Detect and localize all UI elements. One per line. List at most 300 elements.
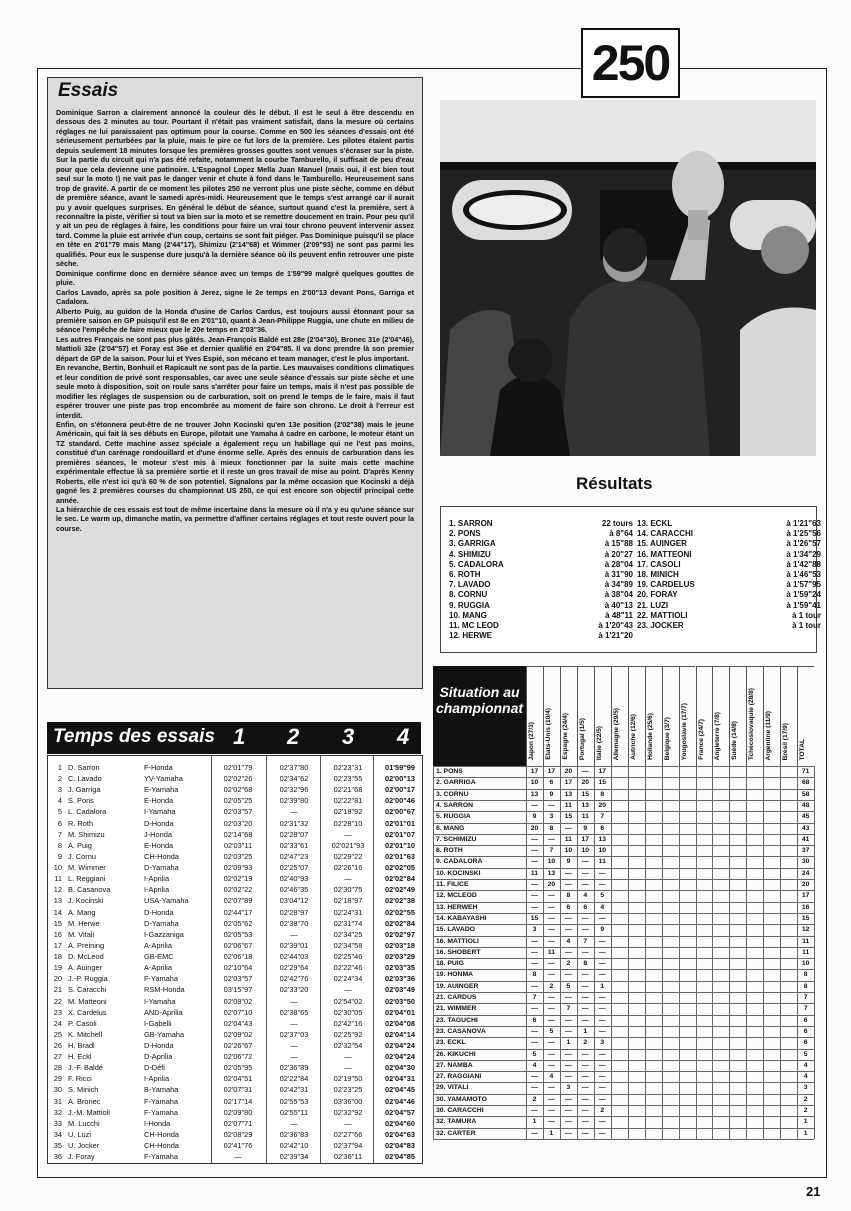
round-header xyxy=(679,666,696,766)
standings-points: — xyxy=(548,1095,555,1103)
temps-s3: — xyxy=(344,1063,352,1073)
temps-s3: 02'30"75 xyxy=(333,885,363,895)
temps-s4: 02'03"35 xyxy=(385,963,415,973)
result-rider: 13. ECKL xyxy=(637,519,673,528)
temps-s3: 02'18"92 xyxy=(333,807,363,817)
standings-total: 17 xyxy=(801,892,810,900)
standings-points: 2 xyxy=(583,1039,588,1047)
standings-total: 37 xyxy=(801,847,810,855)
standings-points: — xyxy=(531,801,538,809)
standings-row xyxy=(433,982,813,992)
standings-points: — xyxy=(564,926,572,934)
temps-rider: M. Shimizu xyxy=(68,829,105,839)
standings-total: 10 xyxy=(801,960,810,968)
essais-paragraph: Alberto Puig, au guidon de la Honda d'usine de Carlos Cardus, est toujours aussi étonnant pour sa première saison en GP puisqu'il est 8e en 2'01"10, quant à Jean-Philippe Ruggia, une chute en milieu de séance l'empêche de faire mieux que le 20e temps en 2'03"36. xyxy=(56,306,414,335)
standings-points: — xyxy=(548,903,555,911)
temps-s3: 02'021"93 xyxy=(331,840,365,850)
temps-num: 34 xyxy=(53,1129,62,1139)
temps-s4: 02'00"13 xyxy=(385,774,415,784)
standings-points: — xyxy=(598,1016,606,1024)
essais-paragraph: La hiérarchie de ces essais est tout de même incertaine dans la mesure où il n'a y eu qu'une séance sur le sec. Le warm up, dimanche matin, va permettre d'affiner certains réglages et tout reste ouvert pour la course. xyxy=(56,505,414,533)
standings-total: 58 xyxy=(801,790,810,798)
result-row xyxy=(637,539,821,549)
result-row xyxy=(449,631,633,641)
temps-team: I-Aprilia xyxy=(144,874,170,884)
standings-row xyxy=(433,846,813,856)
standings-row xyxy=(433,790,813,800)
temps-s2: — xyxy=(290,996,298,1006)
standings-total: 2 xyxy=(803,1095,808,1103)
temps-s4: 02'02"84 xyxy=(385,918,415,928)
temps-s2: 02'46"35 xyxy=(279,885,309,895)
standings-points: — xyxy=(598,1118,606,1126)
standings-points: 17 xyxy=(547,768,556,775)
temps-team: E-Yamaha xyxy=(144,785,179,795)
temps-s3: 02'27"66 xyxy=(333,1129,363,1139)
temps-num: 22 xyxy=(53,996,62,1006)
result-rider: 18. MINICH xyxy=(637,570,679,580)
standings-points: — xyxy=(564,1016,572,1024)
temps-rider: M. Wimmer xyxy=(68,863,106,873)
standings-row xyxy=(433,1061,813,1071)
temps-s1: 02'03"11 xyxy=(223,840,253,850)
temps-s3: 02'29"22 xyxy=(333,851,363,861)
standings-row xyxy=(433,824,813,834)
temps-s1: 02'05"95 xyxy=(223,1063,253,1073)
temps-num: 30 xyxy=(53,1085,62,1095)
temps-num: 15 xyxy=(53,918,62,928)
standings-points: — xyxy=(548,960,555,968)
temps-rider: X. Cardelus xyxy=(68,1007,107,1017)
temps-num: 4 xyxy=(57,796,62,806)
standings-rider: 9. CADALORA xyxy=(436,858,483,866)
standings-points: — xyxy=(531,903,538,911)
standings-points: — xyxy=(564,994,572,1001)
temps-rider: U. Luzi xyxy=(68,1129,92,1139)
temps-rider: M. Herwe xyxy=(68,918,100,928)
temps-s1: 02'07"89 xyxy=(223,896,253,906)
temps-s4: 02'00"46 xyxy=(385,796,415,806)
standings-points: — xyxy=(581,881,589,888)
standings-total: 4 xyxy=(803,1061,808,1069)
standings-points: — xyxy=(581,1107,589,1114)
temps-team: I-Aprilia xyxy=(144,885,170,895)
standings-points: 7 xyxy=(583,937,588,945)
result-gap: à 1'26"57 xyxy=(786,539,821,549)
standings-points: — xyxy=(581,1095,589,1103)
temps-s2: 02'42"76 xyxy=(279,974,309,984)
result-row xyxy=(449,560,633,570)
temps-s2: 02'38"65 xyxy=(279,1007,309,1017)
temps-s4: 02'04"08 xyxy=(385,1018,415,1028)
standings-rider: 27. RAGGIANI xyxy=(436,1073,482,1081)
result-row xyxy=(449,539,633,549)
temps-s4: 02'02"97 xyxy=(385,929,415,939)
temps-team: F-Yamaha xyxy=(144,1096,178,1106)
standings-row xyxy=(433,891,813,901)
resultats-right-column xyxy=(637,519,821,631)
temps-s1: 02'03"57 xyxy=(223,974,253,984)
temps-s1: 02'05"53 xyxy=(223,929,253,939)
result-rider: 23. JOCKER xyxy=(637,621,684,631)
temps-rider: A. Puig xyxy=(68,840,92,850)
standings-points: 1 xyxy=(600,982,605,990)
essais-paragraph: Enfin, on s'étonnera peut-être de ne trouver John Kocinski qu'en 13e position (2'02"38) mais le jeune Américain, qui fait là ses débuts en Europe, pilotait une Yamaha à cadre en carbone, le moteur étant un TZ standard. Cette machine assez spéciale a également reçu un habillage qui ne l'est pas moins, constitué d'un carénage rondouillard et d'une énorme selle. Après des ennuis de carburation dans les premières séances, le moteur s'est mis à mieux fonctionner par la suite mais cette machine expérimentale effectue là sa première sortie et il reste un gros travail de mise au point. D'après Kenny Roberts, elle n'est ici qu'à 60 % de son potentiel. Signalons par la même occasion que Kocinski a déjà gagné les 2 premières courses du championnat US 250, ce qui est encore son objectif principal cette année. xyxy=(56,419,414,505)
podium-photo-image xyxy=(440,100,816,456)
standings-points: — xyxy=(564,824,572,832)
standings-points: — xyxy=(564,914,572,922)
standings-points: 11 xyxy=(530,869,539,877)
standings-total: 8 xyxy=(803,971,808,979)
temps-s1: 02'08"29 xyxy=(223,1129,253,1139)
standings-points: — xyxy=(548,1005,555,1013)
temps-rider: B. Casanova xyxy=(68,885,111,895)
standings-points: 9 xyxy=(549,790,554,798)
temps-s3: — xyxy=(344,1118,352,1128)
standings-points: — xyxy=(548,926,555,934)
temps-s2: 02'28"07 xyxy=(279,829,309,839)
temps-num: 36 xyxy=(53,1152,62,1162)
temps-team: I-Honda xyxy=(144,1118,171,1128)
temps-team: D-Yamaha xyxy=(144,863,179,873)
standings-row xyxy=(433,993,813,1003)
standings-points: — xyxy=(581,1061,589,1069)
standings-total: 8 xyxy=(803,982,808,990)
temps-s1: 02'26"67 xyxy=(223,1041,253,1050)
temps-s4: 02'03"50 xyxy=(385,996,415,1006)
temps-s3: 02'32"92 xyxy=(333,1107,363,1117)
standings-rider: 16. MATTIOLI xyxy=(436,937,479,945)
temps-s1: 02'03"25 xyxy=(223,851,253,861)
temps-team: CH-Honda xyxy=(144,851,179,861)
standings-points: 15 xyxy=(581,790,590,798)
standings-points: — xyxy=(548,971,555,979)
standings-rider: 18. PUIG xyxy=(436,960,464,968)
standings-row xyxy=(433,1027,813,1037)
temps-s4: 02'04"63 xyxy=(385,1129,415,1139)
temps-s4: 02'04"31 xyxy=(385,1074,415,1084)
temps-s3: 02'37"94 xyxy=(333,1141,363,1151)
temps-s1: 02'07"71 xyxy=(223,1118,253,1128)
temps-team: D-Yamaha xyxy=(144,918,179,928)
temps-s4: 02'04"24 xyxy=(385,1052,415,1062)
temps-team: GB-Yamaha xyxy=(144,1029,185,1039)
standings-points: 4 xyxy=(566,937,571,945)
temps-s2: — xyxy=(290,807,298,817)
round-header xyxy=(645,666,662,766)
result-gap: à 40"13 xyxy=(604,600,633,610)
essais-paragraph: Les autres Français ne sont pas plus gâtés. Jean-François Baldé est 28e (2'04"30), Bronec 31e (2'04"46), Mattioli 32e (2'04"57) et Foray est 36e et dernier qualifié en 2'04"85. Il va donc prendre là son premier départ de GP de la saison. Pour lui et Yves Espié, son mécano et team manager, c'est le plus important. xyxy=(56,334,414,363)
temps-s2: 02'39"01 xyxy=(279,940,309,950)
essais-paragraph: Dominique Sarron a clairement annoncé la couleur dès le début. Il est le seul à être descendu en dessous des 2 minutes au tour. Pourtant il n'était pas vraiment satisfait, dans la mesure où certains réglages ne lui paraissaient pas optimum pour la course. Comme en 500 les séances d'essais ont été sérieusement perturbées par la pluie, mais le pire ce fut lors de la première. Les pilotes étaient partis depuis seulement 18 minutes lorsque les premières grosses gouttes sont venues s'écraser sur la piste. Sur la partie du circuit qui n'a pas été refaite, notamment la courbe Tamburello, il suffisait de peu d'eau pour que cela devienne une patinoire. L'Espagnol Lopez Mella Juan Manuel (mais oui, il est bien tout seul sur la moto !) ne vait pas le danger venir et chute à fond dans le Tamburello. Heureusement sans trop de gravité. A partir de ce moment les pilotes 250 ne verront plus une piste sèche, comme en début de première séance, avant le samedi après-midi. Heureusement que le temps s'est arrangé car il aurait pu y avoir quelques surprises. En général le début de séance, surtout quand c'est la première, sert à reconnaître la piste, vérifier si tout va bien sur la moto et se remettre doucement en train. Pour peu qu'il y ait un peu de réglages à faire, les conditions pour faire un vrai tour chrono peuvent intervenir assez tard. Comme la pluie est arrivée d'un coup, certains se sont fait piéger. Pas Dominique puisqu'il se place en tête en 2'01"79 mais Mang (2'44"17), Shimizu (2'14"68) et Wimmer (2'09"93) ne sont pas parmi les qualifiés. Pour eux le suspense dure jusqu'à la dernière séance où ils peuvent enfin retrouver une piste sèche. xyxy=(56,108,414,269)
result-rider: 8. CORNU xyxy=(449,590,488,600)
standings-points: 13 xyxy=(564,790,573,798)
standings-points: — xyxy=(581,1050,589,1058)
result-row xyxy=(449,611,633,621)
temps-rider: C. Lavado xyxy=(68,774,102,784)
temps-s2: 02'47"23 xyxy=(279,851,309,861)
standings-points: — xyxy=(581,1118,589,1126)
standings-points: 11 xyxy=(564,835,572,843)
temps-s4: 02'03"18 xyxy=(385,940,415,950)
result-rider: 11. MC LEOD xyxy=(449,621,499,631)
standings-points: 7 xyxy=(532,994,537,1001)
temps-num: 12 xyxy=(53,885,62,895)
round-header xyxy=(662,666,679,766)
round-header xyxy=(560,666,577,766)
standings-points: — xyxy=(548,1039,555,1047)
standings-points: — xyxy=(531,847,538,855)
temps-team: D-Défi xyxy=(144,1063,165,1073)
standings-points: 8 xyxy=(566,892,571,900)
standings-points: 17 xyxy=(530,768,539,775)
temps-s2: — xyxy=(290,929,298,939)
standings-points: 17 xyxy=(581,835,590,843)
standings-points: — xyxy=(564,1129,572,1137)
standings-points: — xyxy=(581,858,589,866)
temps-s3: 02'25"92 xyxy=(333,1029,363,1039)
result-row xyxy=(637,580,821,590)
essais-paragraph: Dominique confirme donc en dernière séance avec un temps de 1'59"99 malgré quelques gouttes de pluie. xyxy=(56,268,414,288)
temps-s4: 02'00"17 xyxy=(385,785,415,795)
essais-paragraph: En revanche, Bertin, Bonhuil et Rapicault ne sont pas de la partie. Les mauvaises conditions climatiques et leur condition de privé sont responsables, car avec une seule séance d'essais sur piste sèche et une seule moto à disposition, soit on roule sans s'arrêter pour faire un temps, mais il n'est pas possible de modifier les réglages de suspension ou de carburation, soit on prend le temps de le faire, mais il faut espérer trouver une piste pas trop encombrée au moment de faire son chrono. Le droit à l'erreur est interdit. xyxy=(56,363,414,420)
standings-row xyxy=(433,1004,813,1014)
result-rider: 12. HERWE xyxy=(449,631,492,641)
standings-rider: 21. CARDUS xyxy=(436,994,477,1001)
standings-rider: 19. HONMA xyxy=(436,971,474,979)
temps-s2: 02'42"10 xyxy=(279,1141,309,1151)
temps-s1: 02'41"76 xyxy=(223,1141,253,1151)
temps-s3: 02'24"34 xyxy=(333,974,363,984)
temps-s4: 02'04"45 xyxy=(385,1085,415,1095)
standings-rider: 23. CASANOVA xyxy=(436,1027,486,1035)
result-rider: 22. MATTIOLI xyxy=(637,610,688,620)
standings-points: — xyxy=(598,1005,606,1013)
standings-total: 20 xyxy=(801,881,810,888)
standings-rider: 30. CARACCHI xyxy=(436,1107,484,1114)
temps-s1: — xyxy=(234,1152,242,1162)
temps-num: 7 xyxy=(57,829,62,839)
standings-points: 9 xyxy=(583,824,588,832)
round-header xyxy=(797,666,814,766)
temps-s3: 02'18"97 xyxy=(333,896,363,906)
standings-row xyxy=(433,1083,813,1093)
temps-team: F-Yamaha xyxy=(144,1107,178,1117)
standings-rider: 11. FILICE xyxy=(436,881,469,888)
standings-total: 4 xyxy=(803,1073,808,1081)
standings-row xyxy=(433,903,813,913)
standings-points: — xyxy=(564,1095,572,1103)
round-header xyxy=(628,666,645,766)
standings-row xyxy=(433,1095,813,1105)
standings-rider: 10. KOCINSKI xyxy=(436,869,481,877)
standings-row xyxy=(433,767,813,777)
standings-points: — xyxy=(548,1050,555,1058)
standings-row xyxy=(433,1016,813,1026)
standings-points: 1 xyxy=(583,1027,588,1035)
standings-row xyxy=(433,801,813,811)
temps-s1: 02'06"18 xyxy=(223,952,253,962)
temps-rider: J.-P. Ruggia xyxy=(68,974,108,984)
round-label: Tchécoslovaquie (28/8) xyxy=(748,687,756,760)
result-rider: 15. AUINGER xyxy=(637,539,687,549)
standings-row xyxy=(433,835,813,845)
standings-rider: 7. SCHIMIZU xyxy=(436,835,477,843)
result-rider: 2. PONS xyxy=(449,529,481,539)
round-header xyxy=(543,666,560,766)
standings-points: 4 xyxy=(549,1073,554,1081)
standings-total: 16 xyxy=(801,903,810,911)
temps-s4: 02'03"36 xyxy=(385,974,415,984)
temps-s4: 02'03"49 xyxy=(385,985,415,995)
temps-s1: 02'09"80 xyxy=(223,1107,253,1117)
temps-s1: 02'05"25 xyxy=(223,796,253,806)
temps-s2: 02'33"20 xyxy=(279,985,309,995)
standings-points: — xyxy=(581,948,589,956)
standings-rider: 1. PONS xyxy=(436,768,463,775)
standings-points: — xyxy=(531,1027,538,1035)
temps-s2: — xyxy=(290,1041,298,1050)
standings-points: — xyxy=(548,1118,555,1126)
round-label: Belgique (3/7) xyxy=(663,716,671,760)
standings-points: 5 xyxy=(549,1027,554,1035)
round-header xyxy=(780,666,797,766)
temps-team: F-Honda xyxy=(144,763,173,772)
result-gap: à 28"04 xyxy=(604,559,633,569)
result-rider: 21. LUZI xyxy=(637,600,669,610)
temps-num: 20 xyxy=(53,974,62,984)
temps-rider: L. Cadalora xyxy=(68,807,107,817)
essais-title: Essais xyxy=(58,80,119,101)
temps-s3: 02'32"54 xyxy=(333,1041,363,1050)
round-header xyxy=(526,666,543,766)
result-row xyxy=(637,529,821,539)
round-label: France (24/7) xyxy=(697,719,705,760)
temps-s4: 02'04"60 xyxy=(385,1118,415,1128)
temps-num: 31 xyxy=(53,1096,62,1106)
result-rider: 17. CASOLI xyxy=(637,559,681,569)
standings-points: 5 xyxy=(566,982,571,990)
temps-s3: 02'54"02 xyxy=(333,996,363,1006)
standings-points: 2 xyxy=(549,982,554,990)
standings-points: — xyxy=(531,1129,538,1137)
round-header xyxy=(577,666,594,766)
temps-s1: 02'03"57 xyxy=(223,807,253,817)
standings-row xyxy=(433,812,813,822)
temps-team: USA-Yamaha xyxy=(144,896,189,906)
result-rider: 14. CARACCHI xyxy=(637,529,694,539)
temps-s4: 02'04"14 xyxy=(385,1029,415,1039)
result-row xyxy=(449,550,633,560)
situation-title: Situation au championnat xyxy=(433,666,526,766)
temps-num: 10 xyxy=(53,863,62,873)
result-rider: 4. SHIMIZU xyxy=(449,549,491,559)
temps-team: I-Yamaha xyxy=(144,807,176,817)
standings-points: 13 xyxy=(547,869,556,877)
result-row xyxy=(637,560,821,570)
page-number: 21 xyxy=(806,1184,821,1199)
result-row xyxy=(637,621,821,631)
temps-team: F-Yamaha xyxy=(144,974,178,984)
temps-s2: 02'44"03 xyxy=(279,952,309,962)
temps-s1: 02'09"02 xyxy=(223,1029,253,1039)
result-row xyxy=(637,611,821,621)
standings-points: 3 xyxy=(532,926,537,934)
temps-team: I-Gabelli xyxy=(144,1018,172,1028)
temps-s1: 02'44"17 xyxy=(223,907,253,917)
standings-row xyxy=(433,857,813,867)
temps-rider: J. Kocinski xyxy=(68,896,104,906)
standings-points: — xyxy=(581,971,589,979)
temps-s4: 02'04"30 xyxy=(385,1063,415,1073)
temps-s3: 02'23"25 xyxy=(333,1085,363,1095)
temps-team: CH-Honda xyxy=(144,1141,179,1151)
standings-points: — xyxy=(581,869,589,877)
temps-s3: 02'19"50 xyxy=(333,1074,363,1084)
essais-text xyxy=(56,108,414,533)
standings-points: 6 xyxy=(549,779,554,787)
standings-points: — xyxy=(564,948,572,956)
standings-points: — xyxy=(531,937,538,945)
standings-rider: 21. WIMMER xyxy=(436,1005,477,1013)
temps-s2: 02'38"70 xyxy=(279,918,309,928)
temps-rider: A. Mang xyxy=(68,907,96,917)
result-gap: 22 tours xyxy=(601,519,633,528)
standings-points: 13 xyxy=(530,790,539,798)
podium-photo xyxy=(440,100,816,456)
standings-points: 6 xyxy=(566,903,571,911)
result-gap: à 48"11 xyxy=(605,610,633,620)
standings-points: 1 xyxy=(549,1129,554,1137)
session-label: 3 xyxy=(342,724,355,749)
standings-points: — xyxy=(598,971,606,979)
temps-s1: 02'06"72 xyxy=(223,1052,253,1062)
result-gap: à 1'59"24 xyxy=(786,590,821,600)
temps-s3: 02'24"31 xyxy=(333,907,363,917)
standings-points: — xyxy=(598,1027,606,1035)
standings-points: 6 xyxy=(583,903,588,911)
standings-points: 3 xyxy=(566,1084,571,1092)
temps-s2: 02'37"03 xyxy=(279,1029,309,1039)
temps-rider: P. Casoli xyxy=(68,1018,97,1028)
temps-s2: 02'40"93 xyxy=(279,874,309,884)
standings-rider: 23. ECKL xyxy=(436,1039,466,1047)
result-gap: à 34"89 xyxy=(604,580,633,590)
standings-points: — xyxy=(581,982,589,990)
temps-s1: 02'10"64 xyxy=(223,963,253,973)
temps-s2: — xyxy=(290,1018,298,1028)
round-label: Etats-Unis (10/4) xyxy=(544,708,552,760)
result-row xyxy=(637,570,821,580)
result-gap: à 1'57"95 xyxy=(786,580,821,590)
temps-team: D-Aprilia xyxy=(144,1052,173,1062)
standings-points: — xyxy=(531,1073,538,1081)
standings-rider: 8. ROTH xyxy=(436,847,463,855)
session-label: 2 xyxy=(287,724,300,749)
result-gap: à 1'25"56 xyxy=(786,529,821,539)
temps-team: E-Honda xyxy=(144,840,174,850)
standings-rider: 32. CARTER xyxy=(436,1129,476,1137)
standings-points: — xyxy=(548,835,555,843)
temps-s3: 02'28"10 xyxy=(333,818,363,828)
standings-points: — xyxy=(581,926,589,934)
result-row xyxy=(449,529,633,539)
temps-rider: J.-F. Baldé xyxy=(68,1063,103,1073)
standings-points: — xyxy=(548,1016,555,1024)
result-gap: à 20"27 xyxy=(604,549,633,559)
standings-total: 12 xyxy=(801,926,810,934)
round-label: Argentine (11/9) xyxy=(765,710,773,760)
